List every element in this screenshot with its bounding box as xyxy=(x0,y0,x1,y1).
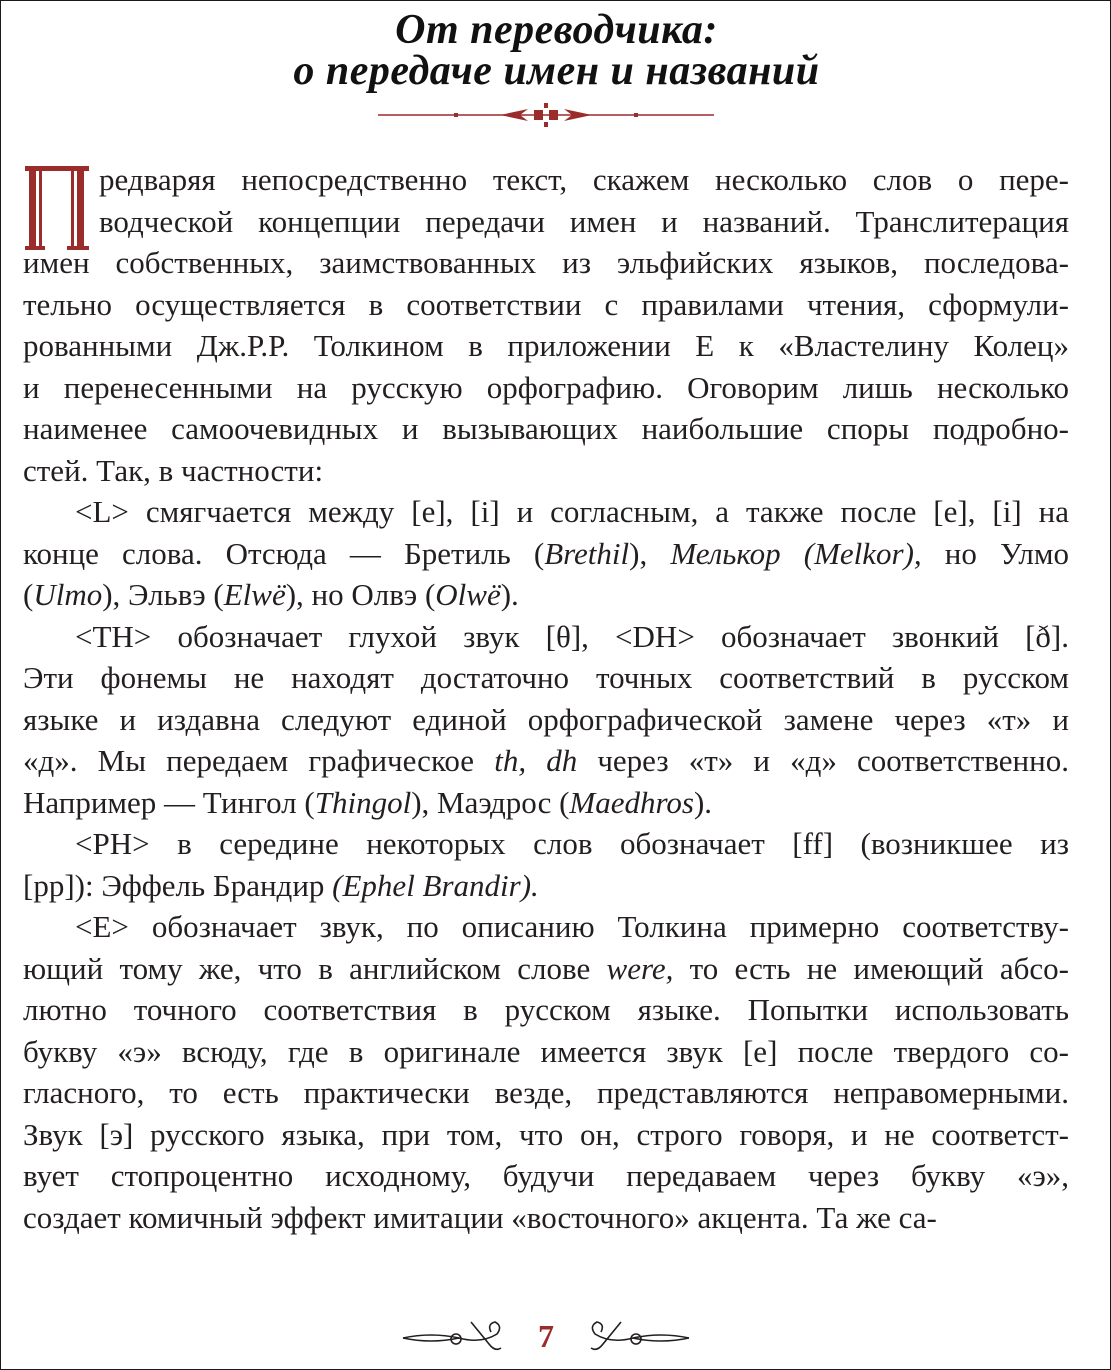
text-run: букву «э» всюду, где в оригинале имеется звук [е] после твердого со- xyxy=(23,1033,1069,1069)
text-run: наименее самоочевидных и вызывающих наибольшие споры подробно- xyxy=(23,411,1069,446)
text-run: Например — Тингол ( xyxy=(23,784,315,820)
text-line xyxy=(23,1197,1069,1239)
text-run: конце слова. Отсюда — Бретиль ( xyxy=(23,535,545,571)
text-run: гласного, то есть практически везде, представляются неправомерными. xyxy=(23,1075,1069,1110)
text-run: ( xyxy=(23,577,34,612)
italic-text: Ulmo xyxy=(33,577,103,612)
italic-text: (Ephel Brandir). xyxy=(332,867,539,903)
text-line xyxy=(23,948,1069,990)
text-run: создает комичный эффект имитации «восточного» акцента. Та же са- xyxy=(23,1199,937,1235)
page-number: 7 xyxy=(538,1318,554,1354)
italic-text: Elwë xyxy=(223,577,286,612)
text-line xyxy=(23,284,1069,326)
text-run: Эти фонемы не находят достаточно точных соответствий в русском xyxy=(23,660,1069,695)
text-run: <TH> обозначает глухой звук [θ], <DH> обозначает звонкий [ð]. xyxy=(75,618,1069,654)
text-line xyxy=(23,408,1069,450)
text-run: ), но Олвэ ( xyxy=(285,577,436,612)
text-line xyxy=(23,782,1069,824)
text-run: и перенесенными на русскую орфографию. Оговорим лишь несколько xyxy=(23,369,1069,405)
text-run: Звук [э] русского языка, при том, что он, строго говоря, и не соответст- xyxy=(23,1116,1069,1152)
chapter-title-line-2: о передаче имен и названий xyxy=(293,48,820,94)
text-run: ), Маэдрос ( xyxy=(411,784,570,820)
text-run: [pp]): Эффель Брандир xyxy=(23,867,333,903)
text-run: водческой концепции передачи имен и названий. Транслитерация xyxy=(99,203,1069,239)
text-line xyxy=(23,657,1069,699)
text-run: вует стопроцентно исходному, будучи передаваем через букву «э», xyxy=(23,1158,1069,1193)
text-line xyxy=(23,699,1069,741)
text-line xyxy=(23,1072,1069,1114)
text-run: языке и издавна следуют единой орфографической замене через «т» и xyxy=(23,701,1069,737)
text-line xyxy=(23,491,1069,533)
italic-text: were, xyxy=(606,950,674,986)
text-run: <PH> в середине некоторых слов обозначает [ff] (возникшее из xyxy=(75,826,1069,861)
text-line xyxy=(23,325,1069,367)
text-run: редваряя непосредственно текст, скажем несколько слов о пере- xyxy=(99,162,1069,197)
italic-text: Brethil xyxy=(544,535,630,571)
text-line xyxy=(23,616,1069,658)
text-run: <E> обозначает звук, по описанию Толкина примерно соответству- xyxy=(75,909,1069,944)
text-run: через «т» и «д» соответственно. xyxy=(577,743,1069,778)
text-run: ), Эльвэ ( xyxy=(102,577,224,612)
text-line xyxy=(23,823,1069,865)
text-run: но Улмо xyxy=(921,535,1069,571)
text-run: ). xyxy=(693,784,713,820)
text-run: имен собственных, заимствованных из эльфийских языков, последова- xyxy=(23,245,1069,280)
text-run: рованными Дж.Р.Р. Толкином в приложении Е к «Властелину Колец» xyxy=(23,328,1069,363)
italic-text: Olwë xyxy=(435,577,501,612)
text-run: то есть не имеющий абсо- xyxy=(673,950,1069,986)
footer-flourish-right xyxy=(591,1322,689,1349)
text-line xyxy=(23,1031,1069,1073)
text-run: ющий тому же, что в английском слове xyxy=(23,950,607,986)
italic-text: Maedhros xyxy=(569,784,694,820)
italic-text: th, dh xyxy=(494,743,578,778)
text-line xyxy=(23,1114,1069,1156)
text-run: тельно осуществляется в соответствии с правилами чтения, сформули- xyxy=(23,286,1069,322)
chapter-title-line-1: От переводчика: xyxy=(395,7,718,53)
text-line xyxy=(23,906,1069,948)
text-line xyxy=(23,865,1069,907)
text-line xyxy=(23,574,1069,616)
title-ornament xyxy=(378,102,714,128)
text-line xyxy=(23,1155,1069,1197)
text-run: лютно точного соответствия в русском языке. Попытки использовать xyxy=(23,992,1069,1027)
text-run: «д». Мы передаем графическое xyxy=(23,743,495,778)
text-run: ). xyxy=(500,577,519,612)
text-line xyxy=(23,989,1069,1031)
text-run: стей. Так, в частности: xyxy=(23,452,324,488)
text-line xyxy=(23,201,1069,243)
text-run: ), xyxy=(629,535,671,571)
italic-text: Мелькор (Melkor), xyxy=(670,535,922,571)
text-line xyxy=(23,740,1069,782)
footer-flourish-left xyxy=(403,1322,501,1349)
italic-text: Thingol xyxy=(314,784,412,820)
text-line xyxy=(23,242,1069,284)
text-line xyxy=(23,533,1069,575)
text-run: <L> смягчается между [e], [i] и согласным, а также после [e], [i] на xyxy=(75,494,1069,529)
text-line xyxy=(23,367,1069,409)
text-line xyxy=(23,159,1069,201)
text-line xyxy=(23,450,1069,492)
